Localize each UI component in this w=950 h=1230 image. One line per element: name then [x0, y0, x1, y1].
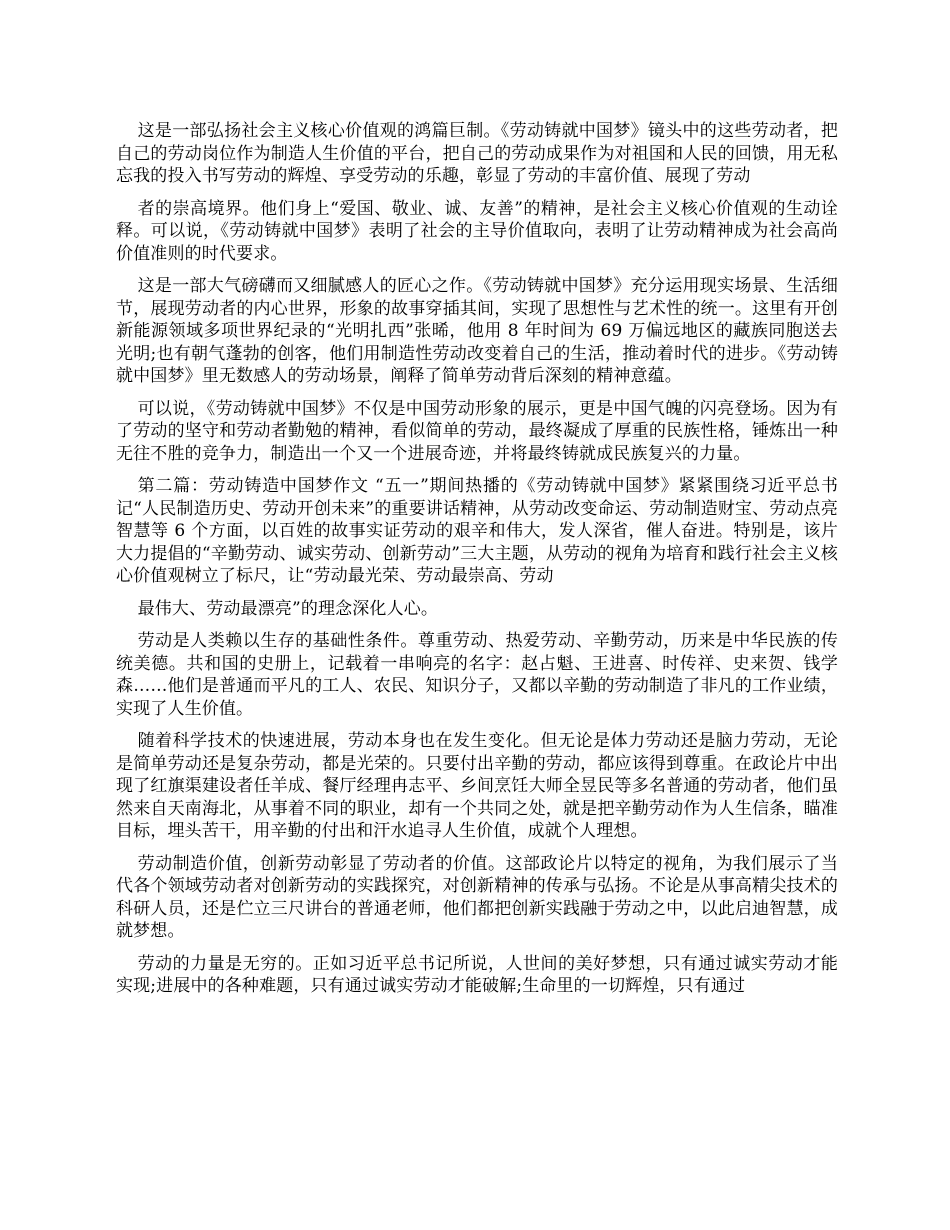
body-paragraph: 随着科学技术的快速进展，劳动本身也在发生变化。但无论是体力劳动还是脑力劳动，无论是简单劳动还是复杂劳动，都是光荣的。只要付出辛勤的劳动，都应该得到尊重。在政论片中出现了红旗渠建设者任羊成、餐厅经理冉志平、乡间烹饪大师全昱民等多名普通的劳动者，他们虽然来自天南海北，从事着不同的职业，却有一个共同之处，就是把辛勤劳动作为人生信条，瞄准目标，埋头苦干，用辛勤的付出和汗水追寻人生价值，成就个人理想。 — [116, 731, 838, 841]
body-paragraph: 第二篇：劳动铸造中国梦作文 “五一”期间热播的《劳动铸就中国梦》紧紧围绕习近平总书记“人民制造历史、劳动开创未来”的重要讲话精神，从劳动改变命运、劳动制造财宝、劳动点亮智慧等 6 个方面，以百姓的故事实证劳动的艰辛和伟大，发人深省，催人奋进。特别是，该片大力提倡的“辛勤劳动、诚实劳动、创新劳动”三大主题，从劳动的视角为培育和践行社会主义核心价值观树立了标尺，让“劳动最光荣、劳动最崇高、劳动 — [116, 476, 838, 586]
body-paragraph: 劳动是人类赖以生存的基础性条件。尊重劳动、热爱劳动、辛勤劳动，历来是中华民族的传统美德。共和国的史册上，记载着一串响亮的名字：赵占魁、王进喜、时传祥、史来贺、钱学森……他们是普通而平凡的工人、农民、知识分子，又都以辛勤的劳动制造了非凡的工作业绩，实现了人生价值。 — [116, 631, 838, 719]
body-paragraph: 这是一部弘扬社会主义核心价值观的鸿篇巨制。《劳动铸就中国梦》镜头中的这些劳动者，把自己的劳动岗位作为制造人生价值的平台，把自己的劳动成果作为对祖国和人民的回馈，用无私忘我的投入书写劳动的辉煌、享受劳动的乐趣，彰显了劳动的丰富价值、展现了劳动 — [116, 121, 838, 186]
body-paragraph: 者的崇高境界。他们身上“爱国、敬业、诚、友善”的精神，是社会主义核心价值观的生动诠释。可以说，《劳动铸就中国梦》表明了社会的主导价值取向，表明了让劳动精神成为社会高尚价值准则的时代要求。 — [116, 198, 838, 264]
body-paragraph: 最伟大、劳动最漂亮”的理念深化人心。 — [137, 598, 439, 619]
body-paragraph: 劳动制造价值，创新劳动彰显了劳动者的价值。这部政论片以特定的视角，为我们展示了当代各个领域劳动者对创新劳动的实践探究，对创新精神的传承与弘扬。不论是从事高精尖技术的科研人员，还是伫立三尺讲台的普通老师，他们都把创新实践融于劳动之中，以此启迪智慧，成就梦想。 — [116, 853, 838, 941]
body-paragraph: 这是一部大气磅礴而又细腻感人的匠心之作。《劳动铸就中国梦》充分运用现实场景、生活细节，展现劳动者的内心世界，形象的故事穿插其间，实现了思想性与艺术性的统一。这里有开创新能源领域多项世界纪录的“光明扎西”张晞，他用 8 年时间为 69 万偏远地区的藏族同胞送去光明;也有朝气蓬勃的创客，他们用制造性劳动改变着自己的生活，推动着时代的进步。《劳动铸就中国梦》里无数感人的劳动场景，阐释了简单劳动背后深刻的精神意蕴。 — [116, 276, 838, 386]
body-paragraph: 可以说，《劳动铸就中国梦》不仅是中国劳动形象的展示，更是中国气魄的闪亮登场。因为有了劳动的坚守和劳动者勤勉的精神，看似简单的劳动，最终凝成了厚重的民族性格，锤炼出一种无往不胜的竞争力，制造出一个又一个进展奇迹，并将最终铸就成民族复兴的力量。 — [116, 398, 838, 464]
body-paragraph: 劳动的力量是无穷的。正如习近平总书记所说，人世间的美好梦想，只有通过诚实劳动才能实现;进展中的各种难题，只有通过诚实劳动才能破解;生命里的一切辉煌，只有通过 — [116, 953, 838, 996]
